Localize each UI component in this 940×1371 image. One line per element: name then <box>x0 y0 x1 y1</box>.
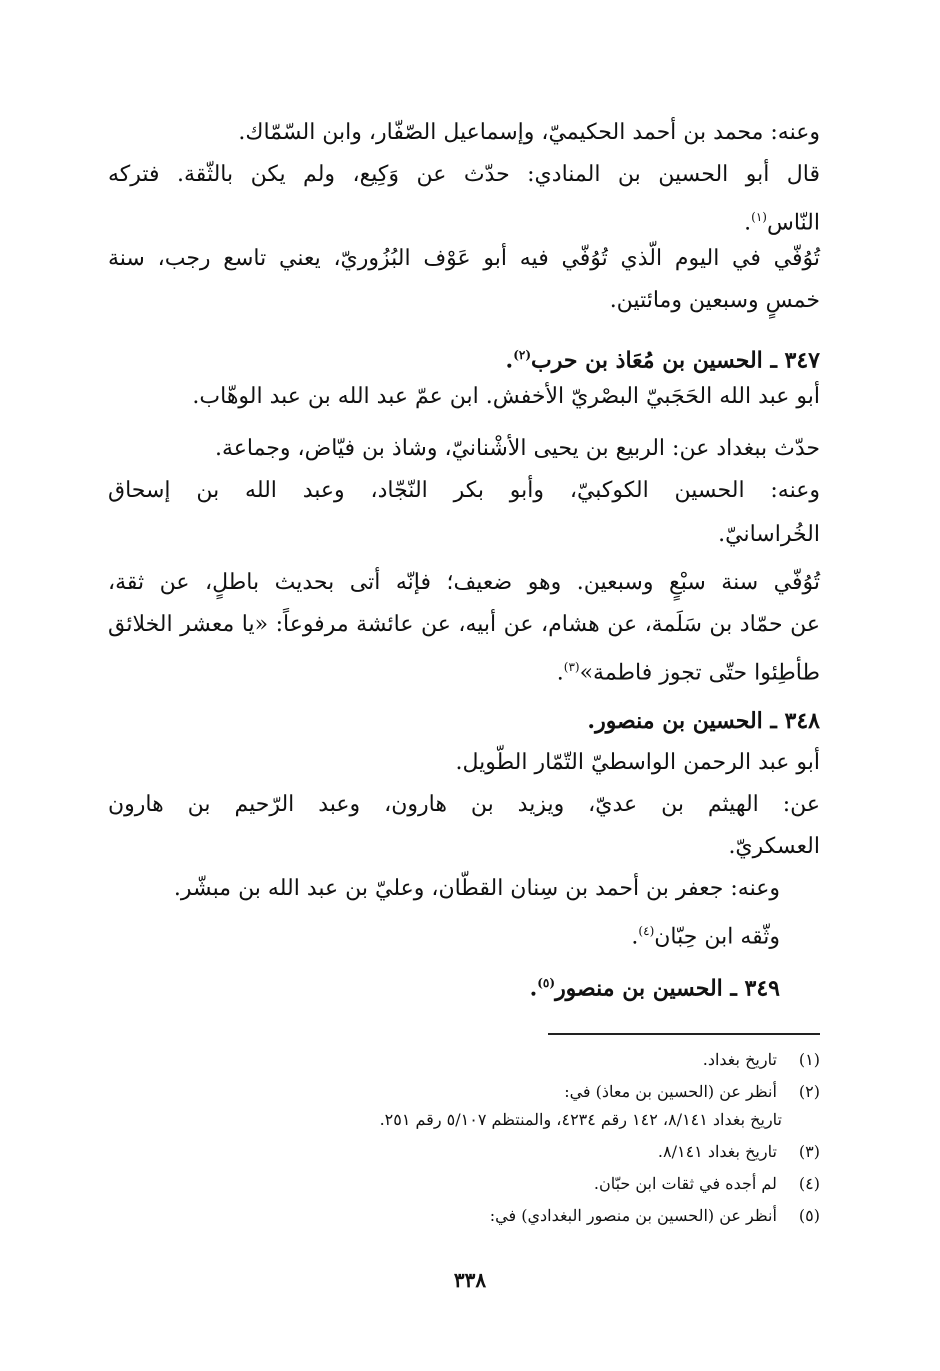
footnote-text: تاريخ بغداد. <box>702 1050 777 1069</box>
period: . <box>631 924 639 950</box>
text-span: النّاس <box>766 210 820 236</box>
period: . <box>556 660 564 686</box>
text-span: تُوُفّي سنة سبْعٍ وسبعين. وهو ضعيف؛ فإنّه أتى بحديث باطلٍ، عن ثقة، <box>108 570 820 595</box>
footnote-text: لم أجده في ثقات ابن حبّان. <box>593 1174 777 1193</box>
text-line-19 <box>108 914 780 954</box>
text-line-11 <box>108 566 820 600</box>
text-line-2 <box>108 158 820 192</box>
text-span: العسكريّ. <box>728 834 820 859</box>
footnote-number: (٤) <box>798 1174 820 1193</box>
text-line-5 <box>108 284 820 318</box>
footnote-text: أنظر عن (الحسين بن معاذ) في: <box>564 1082 777 1101</box>
footnote-ref: (٤) <box>638 924 655 938</box>
footnote-ref: (٢) <box>513 348 532 362</box>
entry-heading-347 <box>108 338 820 377</box>
text-span: وعنه: محمد بن أحمد الحكيميّ، وإسماعيل الصّفّار، وابن السّمّاك. <box>238 120 820 145</box>
footnote-4 <box>108 1172 820 1196</box>
text-line-10 <box>108 518 820 552</box>
text-line-7 <box>108 380 820 414</box>
footnote-1 <box>108 1048 820 1072</box>
footnote-ref: (٣) <box>563 660 580 674</box>
footnote-2-continuation <box>108 1108 782 1132</box>
text-line-18 <box>108 872 780 906</box>
text-span: طأطِئوا حتّى تجوز فاطمة» <box>579 660 820 686</box>
text-span: تُوُفّي في اليوم الّذي تُوُفّي فيه أبو عَوْف البُزُوريّ، يعني تاسع رجب، سنة <box>108 246 820 271</box>
period: . <box>529 975 538 1002</box>
heading-text: ٣٤٨ ـ الحسين بن منصور. <box>587 708 820 734</box>
text-span: عن: الهيثم بن عديّ، ويزيد بن هارون، وعبد الرّحيم بن هارون <box>108 792 820 817</box>
footnote-number: (٣) <box>798 1142 820 1161</box>
page-number: ٣٣٨ <box>453 1268 487 1292</box>
period: . <box>744 210 752 236</box>
footnote-text: أنظر عن (الحسين بن منصور البغدادي) في: <box>489 1206 777 1225</box>
entry-heading-349 <box>108 966 780 1005</box>
text-line-3 <box>108 200 820 240</box>
footnote-3 <box>108 1140 820 1164</box>
footnote-number: (٥) <box>798 1206 820 1225</box>
text-span: أبو عبد الله الحَجَبيّ البصْريّ الأخفش. ابن عمّ عبد الله بن عبد الوهّاب. <box>192 384 820 409</box>
footnote-number: (١) <box>798 1050 820 1069</box>
text-span: حدّث ببغداد عن: الربيع بن يحيى الأشْنانيّ، وشاذ بن فيّاض، وجماعة. <box>214 436 820 461</box>
text-span: قال أبو الحسين بن المنادي: حدّث عن وَكِيع، ولم يكن بالثّقة. فتركه <box>108 162 820 187</box>
footnote-number: (٢) <box>798 1082 820 1101</box>
heading-text: ٣٤٩ ـ الحسين بن منصور <box>555 975 780 1002</box>
text-line-1 <box>108 116 820 150</box>
footnote-ref: (٥) <box>537 976 556 990</box>
text-line-15 <box>108 746 820 780</box>
text-line-13 <box>108 650 820 690</box>
text-line-17 <box>108 830 820 864</box>
text-span: وعنه: جعفر بن أحمد بن سِنان القطّان، وعليّ بن عبد الله بن مبشّر. <box>173 876 780 901</box>
text-line-8 <box>108 432 820 466</box>
footnote-text: تاريخ بغداد ٨/١٤١، ١٤٢ رقم ٤٢٣٤، والمنتظم ٥/١٠٧ رقم ٢٥١. <box>379 1110 782 1129</box>
text-line-9 <box>108 474 820 508</box>
footnote-text: تاريخ بغداد ٨/١٤١. <box>657 1142 777 1161</box>
footnote-2 <box>108 1080 820 1104</box>
text-span: الخُراسانيّ. <box>718 522 820 547</box>
text-span: أبو عبد الرحمن الواسطيّ التّمّار الطّويل. <box>455 750 820 775</box>
footnote-separator <box>548 1033 820 1035</box>
heading-text: ٣٤٧ ـ الحسين بن مُعَاذ بن حرب <box>531 347 820 374</box>
text-span: عن حمّاد بن سَلَمة، عن هشام، عن أبيه، عن عائشة مرفوعاً: «يا معشر الخلائق <box>108 612 820 637</box>
entry-heading-348 <box>108 704 820 738</box>
text-span: وعنه: الحسين الكوكبيّ، وأبو بكر النّجّاد، وعبد الله بن إسحاق <box>108 478 820 503</box>
footnote-ref: (١) <box>751 210 767 224</box>
period: . <box>505 347 514 374</box>
text-span: وثّقه ابن حِبّان <box>654 924 780 950</box>
text-line-12 <box>108 608 820 642</box>
text-line-16 <box>108 788 820 822</box>
text-span: خمسٍ وسبعين ومائتين. <box>609 288 820 313</box>
text-line-4 <box>108 242 820 276</box>
footnote-5 <box>108 1204 820 1228</box>
